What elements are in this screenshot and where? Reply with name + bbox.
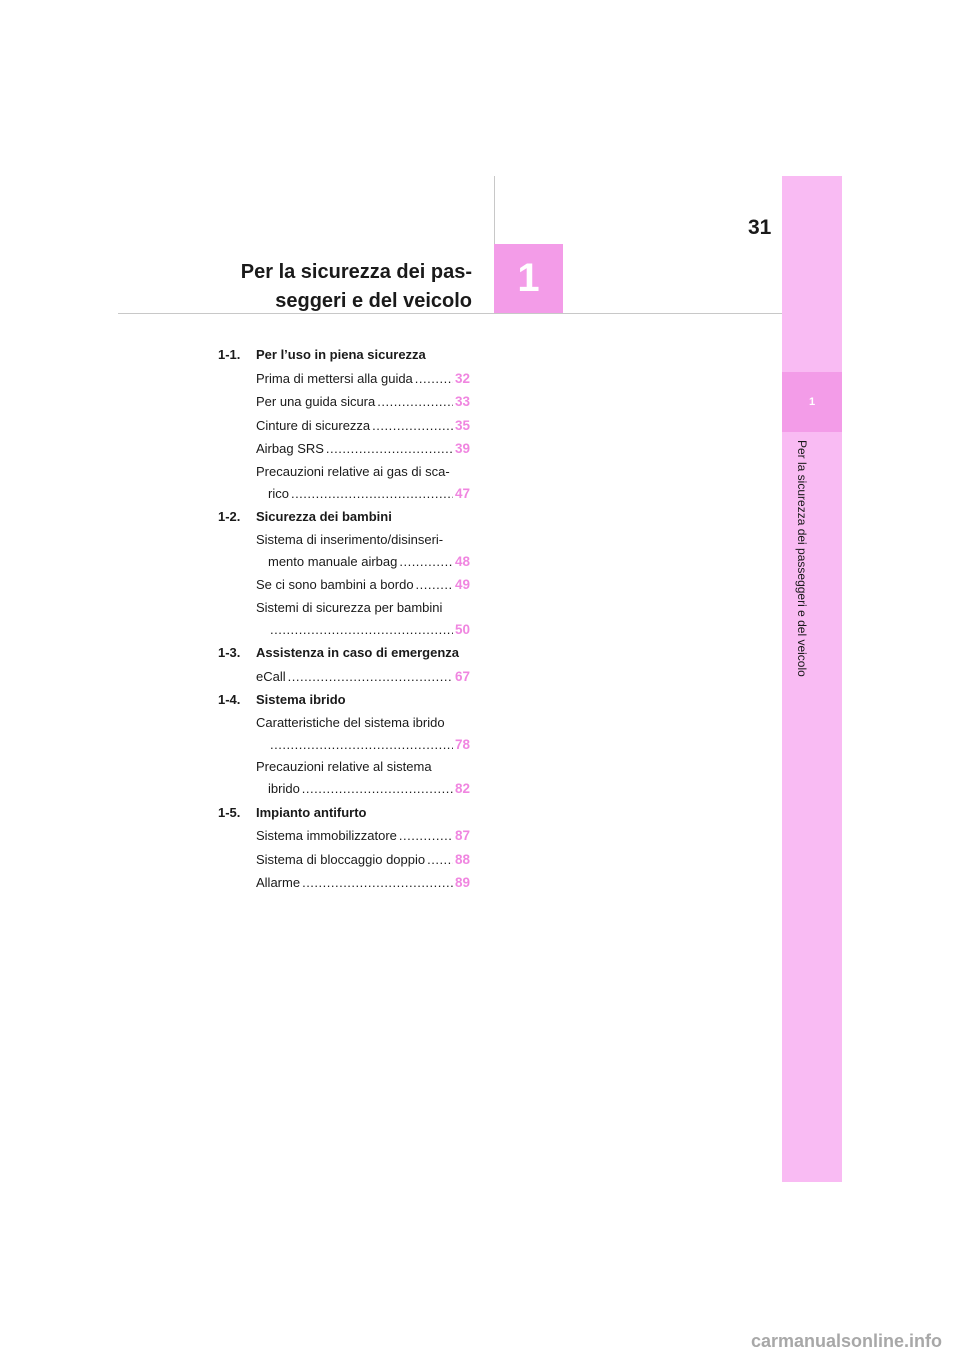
chapter-number-box: 1 xyxy=(494,244,563,313)
entry-title: Cinture di sicurezza xyxy=(256,417,371,433)
section-number: 1-4. xyxy=(218,692,241,707)
entry-title: Per una guida sicura xyxy=(256,394,376,409)
leader-dots xyxy=(415,367,453,391)
page-link[interactable]: 35 xyxy=(454,417,470,433)
toc-section[interactable] xyxy=(218,505,470,529)
leader-dots xyxy=(399,824,453,848)
toc-entry[interactable] xyxy=(256,367,470,391)
toc-section[interactable] xyxy=(218,688,470,712)
page-link[interactable]: 48 xyxy=(454,553,470,569)
leader-dots xyxy=(270,733,453,757)
entry-title-line2: ibrido xyxy=(268,781,300,796)
page-link[interactable]: 67 xyxy=(454,668,470,684)
page-number: 31 xyxy=(748,216,772,239)
page-link[interactable]: 32 xyxy=(454,370,470,386)
toc-section[interactable] xyxy=(218,343,470,367)
section-title: Assistenza in caso di emergenza xyxy=(256,645,460,660)
toc-entry[interactable] xyxy=(256,437,470,461)
toc-entry[interactable] xyxy=(256,414,470,438)
section-title: Sistema ibrido xyxy=(256,692,346,707)
section-number: 1-1. xyxy=(218,347,241,362)
footer-watermark: carmanualsonline.info xyxy=(750,1331,942,1351)
leader-dots xyxy=(372,414,453,438)
toc-entry[interactable] xyxy=(256,871,470,895)
page-link[interactable]: 39 xyxy=(454,441,470,456)
entry-title-line1: Caratteristiche del sistema ibrido xyxy=(256,714,445,730)
toc-entry[interactable] xyxy=(256,573,470,597)
toc-entry[interactable] xyxy=(256,529,470,574)
page-link[interactable]: 49 xyxy=(454,577,470,592)
entry-title-line1: Sistemi di sicurezza per bambini xyxy=(256,599,443,615)
entry-title: Sistema di bloccaggio doppio xyxy=(256,851,426,867)
entry-title-line1: Sistema di inserimento/disinseri- xyxy=(256,531,444,547)
toc-entry[interactable] xyxy=(256,848,470,872)
page-link[interactable]: 89 xyxy=(454,875,470,890)
entry-title-line1: Precauzioni relative al sistema xyxy=(256,759,432,774)
toc-section[interactable] xyxy=(218,801,470,825)
page-link[interactable]: 88 xyxy=(454,851,470,867)
section-title: Per l’uso in piena sicurezza xyxy=(256,347,426,362)
section-title: Impianto antifurto xyxy=(256,804,367,820)
page-link[interactable]: 82 xyxy=(454,781,470,796)
toc-entry[interactable] xyxy=(256,597,470,642)
table-of-contents xyxy=(218,343,470,895)
entry-title: Airbag SRS xyxy=(256,441,324,456)
entry-title-line2: mento manuale airbag xyxy=(268,553,398,569)
leader-dots xyxy=(377,390,453,414)
section-number: 1-5. xyxy=(218,804,241,820)
leader-dots xyxy=(288,665,453,689)
toc-entry[interactable] xyxy=(256,756,470,801)
divider-vertical xyxy=(494,176,495,244)
page-link[interactable]: 47 xyxy=(454,485,470,501)
toc-entry[interactable] xyxy=(256,390,470,414)
toc-section[interactable] xyxy=(218,641,470,665)
entry-title-line1: Precauzioni relative ai gas di sca- xyxy=(256,463,450,479)
entry-title: Allarme xyxy=(256,875,301,890)
toc-entry[interactable] xyxy=(256,712,470,757)
entry-title: Se ci sono bambini a bordo xyxy=(256,577,414,592)
page-link[interactable]: 50 xyxy=(454,621,470,637)
side-index-tab[interactable]: 1 xyxy=(782,372,842,432)
chapter-title xyxy=(241,258,472,316)
toc-entry[interactable] xyxy=(256,665,470,689)
side-index-label: Per la sicurezza dei passeggeri e del veicolo xyxy=(795,440,809,677)
entry-title: eCall xyxy=(256,668,286,684)
chapter-title-line1: Per la sicurezza dei pas- xyxy=(240,261,472,283)
leader-dots xyxy=(302,777,453,801)
page-link[interactable]: 87 xyxy=(454,828,470,843)
page-link[interactable]: 33 xyxy=(454,394,470,409)
section-number: 1-2. xyxy=(218,509,241,524)
leader-dots xyxy=(399,550,453,574)
toc-entry[interactable] xyxy=(256,461,470,506)
leader-dots xyxy=(326,437,453,461)
entry-title-line2: rico xyxy=(268,485,289,501)
chapter-title-line2: seggeri e del veicolo xyxy=(275,290,472,312)
entry-title: Sistema immobilizzatore xyxy=(256,828,397,843)
leader-dots xyxy=(291,482,453,506)
section-title: Sicurezza dei bambini xyxy=(256,509,392,524)
toc-entry[interactable] xyxy=(256,824,470,848)
leader-dots xyxy=(427,848,453,872)
leader-dots xyxy=(270,618,453,642)
entry-title: Prima di mettersi alla guida xyxy=(256,370,413,386)
page-link[interactable]: 78 xyxy=(454,736,470,752)
leader-dots xyxy=(302,871,453,895)
section-number: 1-3. xyxy=(218,645,241,660)
leader-dots xyxy=(416,573,453,597)
